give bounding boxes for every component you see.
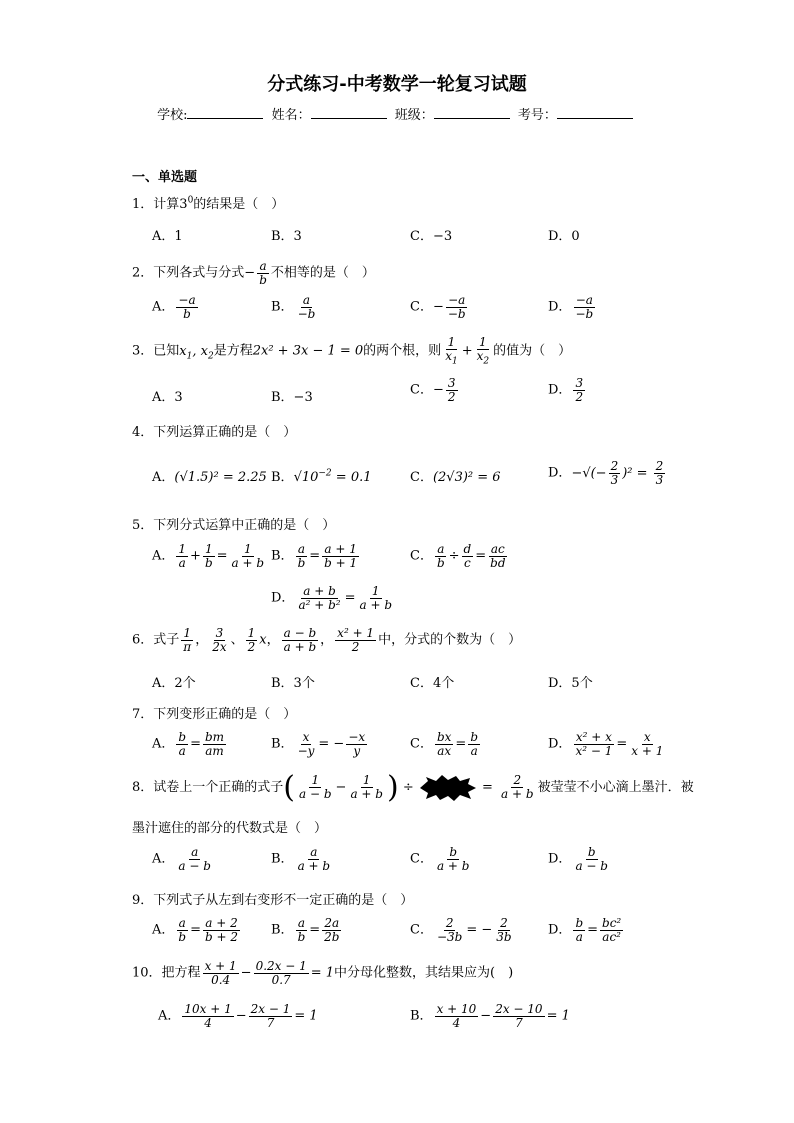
question-number: 8． [132,780,154,795]
option-c[interactable]: C．4个 [410,676,455,691]
question-number: 10． [132,965,162,981]
question-number: 7． [132,707,154,722]
option-b[interactable]: B．$√10^{-2} = 0.1$ [271,468,372,485]
question-text: 下列各式与分式 [153,265,245,281]
question-text: 下列分式运算中正确的是（ ） [153,518,336,533]
school-blank [187,106,263,119]
fraction: $\frac{a}{b}$ [259,259,267,287]
question-5 [132,514,335,533]
question-text: 不相等的是（ ） [270,265,375,281]
option-b[interactable]: B． $\frac{a}{b}$ = $\frac{a + 1}{b + 1}$ [271,542,358,570]
number-blank [557,106,633,119]
question-text: 的值为（ ） [493,343,572,359]
equation: 2x² + 3x − 1 = 0 [252,343,364,359]
question-number: 6． [132,632,154,648]
question-text: 计算3 [153,197,188,212]
option-a[interactable]: A． $\frac{1}{a}$ + $\frac{1}{b}$ = $\frac{1}{a + b}$ [152,542,265,570]
option-d[interactable]: D．5个 [548,676,593,691]
ink-blot-icon [418,775,478,801]
question-3: 3．已知$x_1$, $x_2$是方程2x² + 3x − 1 = 0的两个根，则 $\frac{1}{x_1}$ + $\frac{1}{x_2}$ 的值为（ ） [132,335,572,366]
question-text: 中分母化整数，其结果应为( ) [334,965,514,981]
question-text: 把方程 [161,965,201,981]
option-d[interactable]: D． $\frac{3}{2}$ [548,376,584,404]
question-8-continued: 墨汁遮住的部分的代数式是（ ） [132,821,328,836]
question-text: 下列运算正确的是（ ） [153,425,297,440]
option-b[interactable]: B．−3 [271,390,313,405]
question-9 [132,889,413,908]
option-c[interactable]: C．(2√3)² = 6 [410,470,501,485]
option-d[interactable]: D．0 [548,229,580,244]
name-blank [311,106,387,119]
option-b[interactable]: B．3个 [271,676,315,691]
option-c[interactable]: C． $\frac{a}{b}$ ÷ $\frac{d}{c}$ = $\frac{ac}{bd}$ [410,542,506,570]
question-2: 2．下列各式与分式− $\frac{a}{b}$ 不相等的是（ ） [132,259,375,287]
option-a[interactable]: A．(√1.5)² = 2.25 [152,470,267,485]
school-label: 学校: [157,108,188,123]
option-d[interactable]: D． $\frac{\text{x² + x}}{\text{x² − 1}}$ = $\frac{x}{x + 1}$ [548,730,664,758]
section-heading: 一、单选题 [132,170,198,185]
question-10: 10．把方程 $\frac{x + 1}{0.4}$ − $\frac{0.2x - 1}{0.7}$ = 1中分母化整数，其结果应为( ) [132,959,514,987]
option-c[interactable]: C．− $\frac{3}{2}$ [410,376,456,404]
question-8: 8．试卷上一个正确的式子( $\frac{1}{a - b}$ − $\frac{1}{a + b}$ ) ÷ = $\frac{2}{a + b}$ 被莹莹不小心滴上墨汁．被 [132,770,694,805]
question-text: 的结果是（ ） [193,197,285,212]
question-7 [132,703,296,722]
question-number: 5． [132,518,154,533]
question-number: 2． [132,265,154,281]
question-text: 已知 [153,343,180,359]
student-info-line [0,104,794,123]
question-text: 中，分式的个数为（ ） [378,632,522,648]
question-text: 试卷上一个正确的式子 [153,780,284,795]
option-b[interactable]: B． $\frac{x}{-y}$ = − $\frac{-x}{y}$ [271,730,366,758]
page-title: 分式练习-中考数学一轮复习试题 [267,74,527,95]
option-a[interactable]: A．2个 [152,676,196,691]
question-6: 6．式子 $\frac{1}{\pi}$ ， $\frac{3}{2x}$ 、 $\frac{1}{2}$ x， $\frac{a - b}{a + b}$ ， $\frac{\text{x² + 1}}{2}$ 中，分式的个数为（ ） [132,626,522,654]
question-number: 1． [132,197,154,212]
class-label: 班级： [394,108,434,123]
name-label: 姓名： [271,108,311,123]
number-label: 考号： [517,108,557,123]
question-text: 下列变形正确的是（ ） [153,707,297,722]
class-blank [434,106,510,119]
question-text: 被莹莹不小心滴上墨汁．被 [537,780,694,795]
option-d[interactable]: D． $\frac{b}{a - b}$ [548,845,608,873]
option-a[interactable]: A．1 [152,229,183,244]
option-b[interactable]: B． $\frac{a}{a + b}$ [271,845,331,873]
option-a[interactable]: A．3 [152,390,183,405]
option-b[interactable]: B． $\frac{a}{-b}$ [271,293,316,321]
option-b[interactable]: B．3 [271,229,302,244]
option-d[interactable]: D．−√(− $\frac{2}{3}$ )² = $\frac{2}{3}$ [548,459,664,487]
option-a[interactable]: A． $\frac{a}{b}$ = $\frac{a + 2}{b + 2}$ [152,916,238,944]
option-b[interactable]: B． $\frac{a}{b}$ = $\frac{2a}{2b}$ [271,916,340,944]
exponent: 0 [187,195,194,206]
question-text: 的两个根，则 [363,343,442,359]
question-1 [132,193,284,212]
question-number: 9． [132,893,154,908]
option-d[interactable]: D． $\frac{a + b}{\text{a² + b²}}$ = $\frac{1}{a + b}$ [271,584,393,612]
option-b[interactable]: B． $\frac{x + 10}{4}$ − $\frac{2x - 10}{7}$ = 1 [410,1002,570,1030]
question-text: 下列式子从左到右变形不一定正确的是（ ） [153,893,414,908]
option-a[interactable]: A． $\frac{b}{a}$ = $\frac{bm}{am}$ [152,730,225,758]
option-a[interactable]: A． $\frac{a}{a - b}$ [152,845,211,873]
question-number: 3． [132,343,154,359]
question-text: 是方程 [213,343,253,359]
question-text: 式子 [153,632,180,648]
option-c[interactable]: C．−3 [410,229,453,244]
option-d[interactable]: D． $\frac{b}{a}$ = $\frac{\text{bc²}}{\text{ac²}}$ [548,916,622,944]
option-a[interactable]: A． $\frac{10x + 1}{4}$ − $\frac{2x - 1}{7}$ = 1 [158,1002,318,1030]
option-c[interactable]: C． $\frac{bx}{ax}$ = $\frac{b}{a}$ [410,730,478,758]
option-c[interactable]: C．− $\frac{-a}{-b}$ [410,293,466,321]
option-c[interactable]: C． $\frac{2}{-3b}$ = − $\frac{2}{3b}$ [410,916,512,944]
question-number: 4． [132,425,154,440]
option-a[interactable]: A． $\frac{-a}{b}$ [152,293,196,321]
question-4 [132,421,296,440]
option-d[interactable]: D． $\frac{-a}{-b}$ [548,293,594,321]
option-c[interactable]: C． $\frac{b}{a + b}$ [410,845,470,873]
